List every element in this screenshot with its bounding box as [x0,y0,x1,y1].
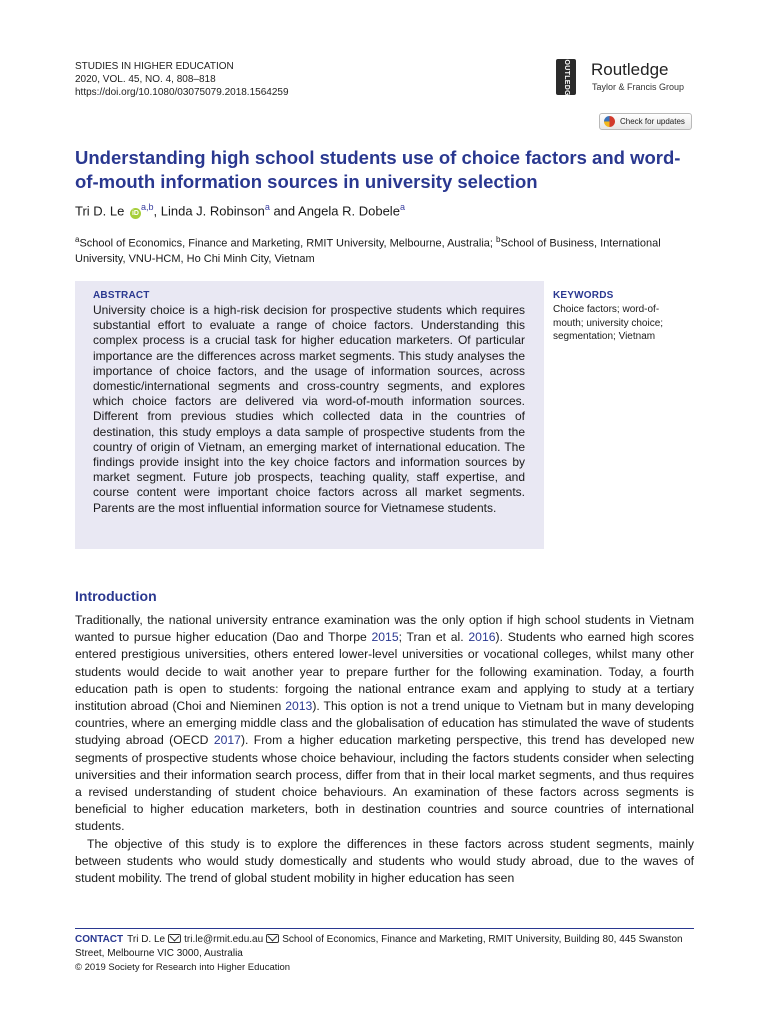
contact-label: CONTACT [75,934,124,945]
citation-link[interactable]: 2015 [371,630,399,645]
contact-name: Tri D. Le [127,934,166,945]
routledge-logo-icon: ROUTLEDGE [556,59,576,95]
section-heading-introduction: Introduction [75,588,157,604]
journal-doi-link[interactable]: https://doi.org/10.1080/03075079.2018.1564259 [75,87,289,98]
contact-address: School of Economics, Finance and Marketing, RMIT University, Building 80, 445 Swanston Street, Melbourne VIC 3000, Australia [75,934,683,959]
check-updates-button[interactable] [599,113,692,130]
abstract-heading: ABSTRACT [93,290,150,301]
check-updates-icon [604,116,615,127]
contact-info [75,933,695,961]
introduction-body [75,612,694,887]
author-name[interactable]: Tri D. Le [75,203,125,219]
citation-link[interactable]: 2017 [213,733,241,748]
check-updates-label: Check for updates [620,117,685,126]
affiliation-text: School of Economics, Finance and Marketing, RMIT University, Melbourne, Australia; [79,237,497,250]
address-icon [266,934,279,943]
journal-meta [75,60,289,99]
keywords-text: Choice factors; word-of-mouth; university choice; segmentation; Vietnam [553,304,664,342]
author-list: Tri D. Le iD$^{a,b}$, Linda J. Robinson$^a$ and Angela R. Dobele$^a$ [75,202,405,219]
author-affiliation-marker: a,b [140,202,154,212]
copyright-notice: © 2019 Society for Research into Higher Education [75,962,291,973]
affiliation-text: School of Business, International University, VNU-HCM, Ho Chi Minh City, Vietnam [75,237,661,265]
paragraph: The objective of this study is to explore the differences in these factors across student segments, mainly between students who would study domestically and students who would study abroad, due to the waves of student mobility. The trend of global student mobility in higher education has seen [75,836,694,886]
publisher-logo [556,53,696,101]
publisher-name: Routledge [591,60,669,79]
contact-email-link[interactable]: tri.le@rmit.edu.au [184,934,264,945]
article-title: Understanding high school students use of choice factors and word-of-mouth information sources in university selection [75,147,681,192]
author-affiliation-marker: a [399,202,405,212]
paragraph: Traditionally, the national university entrance examination was the only option if high school students in Vietnam wanted to pursue higher education (Dao and Thorpe 2015; Tran et al. 2016). Students who earned high scores entered prestigious universities, others entered lower-level universities or vocational colleges, whilst many other students would decide to wait another year to prepare further for the following examination. Today, a fourth education path is open to students: forgoing the national entrance exam and applying to study at a tertiary institution abroad (Choi and Nieminen 2013). This option is not a trend unique to Vietnam but in many developing countries, where an emerging middle class and the globalisation of education has stimulated the wave of students studying abroad (OECD 2017). From a higher education marketing perspective, this trend has developed new segments of prospective students whose choice behaviour, including the factors students consider when selecting universities and their information search process, differ from that in their local market segments, and thus requires a revised understanding of student choice behaviours. An examination of these factors across segments is beneficial to higher education marketers, both in destination countries and source countries of international students. [75,613,694,834]
author-affiliation-marker: a [264,202,270,212]
citation-link[interactable]: 2013 [285,699,313,714]
author-name[interactable]: Angela R. Dobele [298,203,400,219]
author-name[interactable]: Linda J. Robinson [160,203,265,219]
affiliations: $^a$School of Economics, Finance and Marketing, RMIT University, Melbourne, Australia; $^b$School of Business, International University, VNU-HCM, Ho Chi Minh City, Vietnam [75,235,661,265]
publisher-group: Taylor & Francis Group [592,82,685,92]
abstract-text: University choice is a high-risk decision for prospective students which requires substantial effort to evaluate a range of choice factors. Understanding this complex process is a crucial task for higher education marketers. Of particular importance are the differences across market segments. This study analyses the importance of choice factors, and the usage of information sources, across domestic/international segments and cross-country segments, and explores which choice factors are delivered via word-of-mouth information sources. Different from previous studies which collected data in the countries of destination, this study employs a data sample of prospective students from the country of origin of Vietnam, an emerging market of international education. The findings provide insight into the key choice factors and information sources by market segment. Future job prospects, teaching quality, staff expertise, and course content were important choice factors across all market segments. Parents are the most influential information source for Vietnamese students. [93,303,525,515]
footer-divider [75,928,694,929]
keywords-heading: KEYWORDS [553,290,614,301]
citation-link[interactable]: 2016 [468,630,496,645]
journal-name: STUDIES IN HIGHER EDUCATION [75,61,234,72]
journal-issue: 2020, VOL. 45, NO. 4, 808–818 [75,74,216,85]
orcid-icon[interactable]: iD [131,210,139,218]
email-icon [168,934,181,943]
